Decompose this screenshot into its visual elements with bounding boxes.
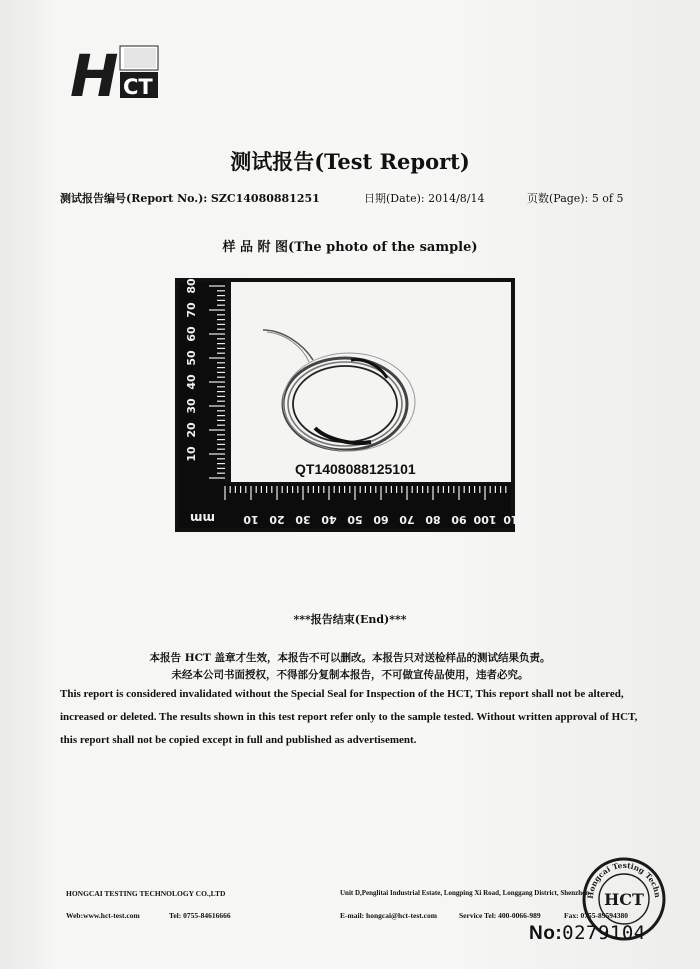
horizontal-ruler-label: 10 — [503, 513, 519, 526]
vertical-ruler-label: 80 — [185, 278, 198, 294]
report-date — [364, 190, 485, 206]
report-number — [60, 190, 320, 206]
serial-number — [529, 922, 646, 945]
footer-email: E-mail: hongcai@hct-test.com — [340, 911, 437, 920]
report-title: 测试报告(Test Report) — [230, 149, 470, 174]
report-number-label: 测试报告编号(Report No.): — [60, 192, 208, 205]
page-label: 页数(Page): — [527, 192, 589, 205]
sample-label: QT1408088125101 — [295, 461, 416, 477]
vertical-ruler-label: 60 — [185, 326, 198, 342]
vertical-ruler-label: 10 — [185, 446, 198, 462]
notice-cn-line-1: 本报告 HCT 盖章才生效，本报告不可以删改。本报告只对送检样品的测试结果负责。 — [149, 652, 551, 664]
vertical-ruler-label: 30 — [185, 398, 198, 414]
sample-photo — [175, 278, 519, 532]
footer-company: HONGCAI TESTING TECHNOLOGY CO.,LTD — [66, 889, 226, 898]
horizontal-ruler-label: 40 — [321, 513, 337, 526]
horizontal-ruler-label: 60 — [373, 513, 389, 526]
horizontal-ruler-label: 30 — [295, 513, 311, 526]
footer-fax: Fax: 0755-89594380 — [564, 911, 628, 920]
seal-center-text: HCT — [604, 890, 644, 909]
footer-address: Unit D,Penglitai Industrial Estate, Longping Xi Road, Longgang District, Shenzhen — [340, 889, 590, 897]
horizontal-ruler-label: 90 — [451, 513, 467, 526]
seal-ring-text: Hongcai Testing Techn — [585, 860, 663, 900]
vertical-ruler-label: 20 — [185, 422, 198, 438]
vertical-ruler-label: 70 — [185, 302, 198, 318]
horizontal-ruler-label: 100 — [473, 513, 497, 526]
footer-tel: Tel: 0755-84616666 — [169, 911, 231, 920]
vertical-ruler-label: 50 — [185, 350, 198, 366]
vertical-ruler-label: 40 — [185, 374, 198, 390]
horizontal-ruler-label: 50 — [347, 513, 363, 526]
horizontal-ruler-label: 70 — [399, 513, 415, 526]
report-number-value: SZC14080881251 — [210, 192, 320, 205]
report-date-value: 2014/8/14 — [428, 192, 485, 205]
footer-service-tel: Service Tel: 400-0066-989 — [459, 911, 541, 920]
report-date-label: 日期(Date): — [364, 192, 425, 205]
photo-heading: 样 品 附 图(The photo of the sample) — [222, 240, 478, 255]
hct-logo — [68, 42, 168, 110]
footer-web: Web:www.hct-test.com — [66, 911, 140, 920]
logo-small-letters: CT — [123, 75, 153, 99]
serial-prefix: No: — [529, 923, 563, 944]
end-marker: ***报告结束(End)*** — [293, 613, 407, 626]
report-page-count — [527, 190, 624, 206]
page-value: 5 of 5 — [591, 192, 624, 205]
horizontal-ruler-label: 20 — [269, 513, 285, 526]
horizontal-ruler-label: 80 — [425, 513, 441, 526]
serial-value: 0279104 — [562, 922, 646, 944]
horizontal-ruler-label: 10 — [243, 513, 259, 526]
logo-big-letter: H — [70, 42, 119, 110]
notice-en: This report is considered invalidated without the Special Seal for Inspection of the HCT, This report shall not be altered, increased or deleted. The results shown in this test report refer only to the sample tested. Without written approval of HCT, this report shall not be copied except in full and published as advertisement. — [60, 688, 638, 746]
notice-cn-line-2: 未经本公司书面授权，不得部分复制本报告，不可做宣传品使用，违者必究。 — [171, 669, 529, 681]
ruler-unit: mm — [189, 511, 215, 525]
